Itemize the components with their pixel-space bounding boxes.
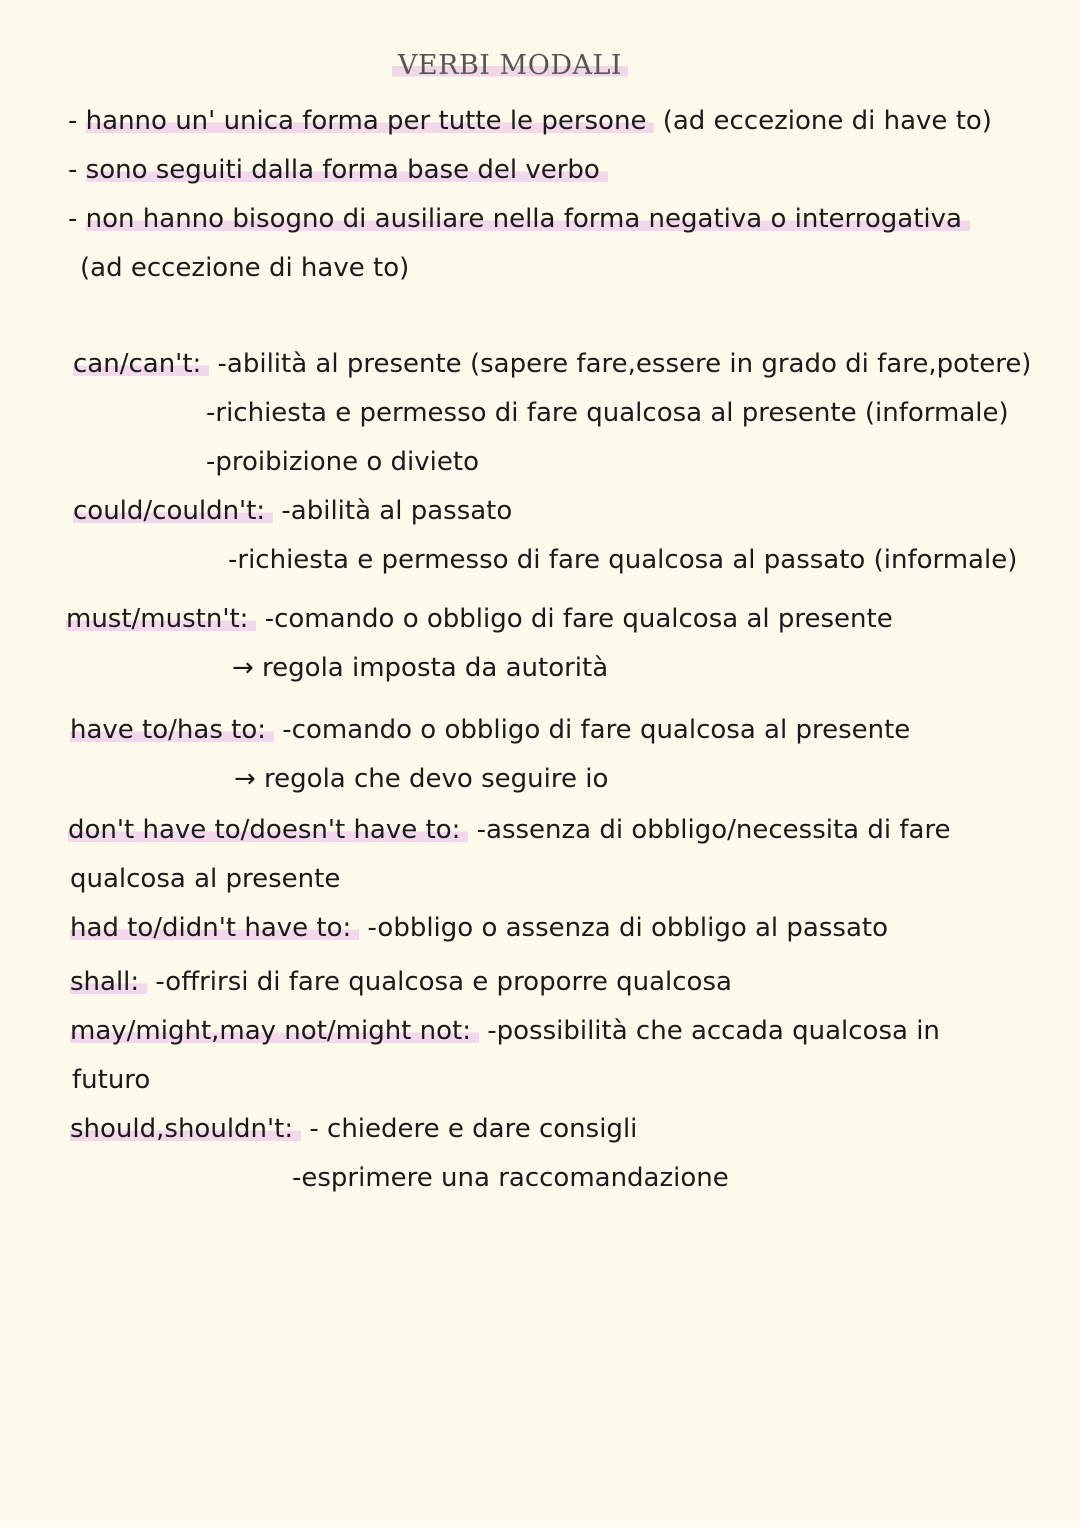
intro-line-4: (ad eccezione di have to) (80, 253, 410, 283)
must-entry: must/mustn't: -comando o obbligo di fare qualcosa al presente (66, 604, 893, 634)
highlight: hanno un' unica forma per tutte le persone (86, 106, 655, 136)
shall-entry: shall: -offrirsi di fare qualcosa e proporre qualcosa (70, 967, 732, 997)
can-definition-2: -richiesta e permesso di fare qualcosa al presente (informale) (206, 398, 1009, 428)
dont-have-to-definition-2: qualcosa al presente (70, 864, 341, 894)
had-to-entry: had to/didn't have to: -obbligo o assenza di obbligo al passato (70, 913, 888, 943)
modal-label-may: may/might,may not/might not: (70, 1016, 479, 1046)
could-entry: could/couldn't: -abilità al passato (73, 496, 513, 526)
must-definition-2: → regola imposta da autorità (232, 653, 609, 683)
can-entry: can/can't: -abilità al presente (sapere fare,essere in grado di fare,potere) (73, 349, 1032, 379)
modal-label-could: could/couldn't: (73, 496, 273, 526)
intro-line-3: - non hanno bisogno di ausiliare nella forma negativa o interrogativa (68, 202, 970, 236)
should-definition-2: -esprimere una raccomandazione (292, 1163, 729, 1193)
should-entry: should,shouldn't: - chiedere e dare consigli (70, 1114, 638, 1144)
modal-label-can: can/can't: (73, 349, 209, 379)
have-to-definition-2: → regola che devo seguire io (234, 764, 609, 794)
modal-label-dont-have-to: don't have to/doesn't have to: (68, 815, 468, 845)
dont-have-to-entry: don't have to/doesn't have to: -assenza di obbligo/necessita di fare (68, 815, 951, 845)
may-entry: may/might,may not/might not: -possibilità che accada qualcosa in (70, 1016, 940, 1046)
title-text: VERBI MODALI (392, 50, 628, 81)
can-definition-3: -proibizione o divieto (206, 447, 479, 477)
highlight: non hanno bisogno di ausiliare nella forma negativa o interrogativa (86, 204, 970, 234)
intro-line-2: - sono seguiti dalla forma base del verbo (68, 153, 608, 187)
may-definition-2: futuro (72, 1065, 151, 1095)
page-title (0, 50, 1020, 81)
could-definition-2: -richiesta e permesso di fare qualcosa al passato (informale) (228, 545, 1018, 575)
have-to-entry: have to/has to: -comando o obbligo di fare qualcosa al presente (70, 715, 911, 745)
highlight: sono seguiti dalla forma base del verbo (86, 155, 608, 185)
modal-label-had-to: had to/didn't have to: (70, 913, 359, 943)
modal-label-shall: shall: (70, 967, 147, 997)
modal-label-must: must/mustn't: (66, 604, 256, 634)
modal-label-should: should,shouldn't: (70, 1114, 301, 1144)
modal-label-have-to: have to/has to: (70, 715, 274, 745)
intro-line-1: - hanno un' unica forma per tutte le persone (ad eccezione di have to) (68, 106, 992, 136)
